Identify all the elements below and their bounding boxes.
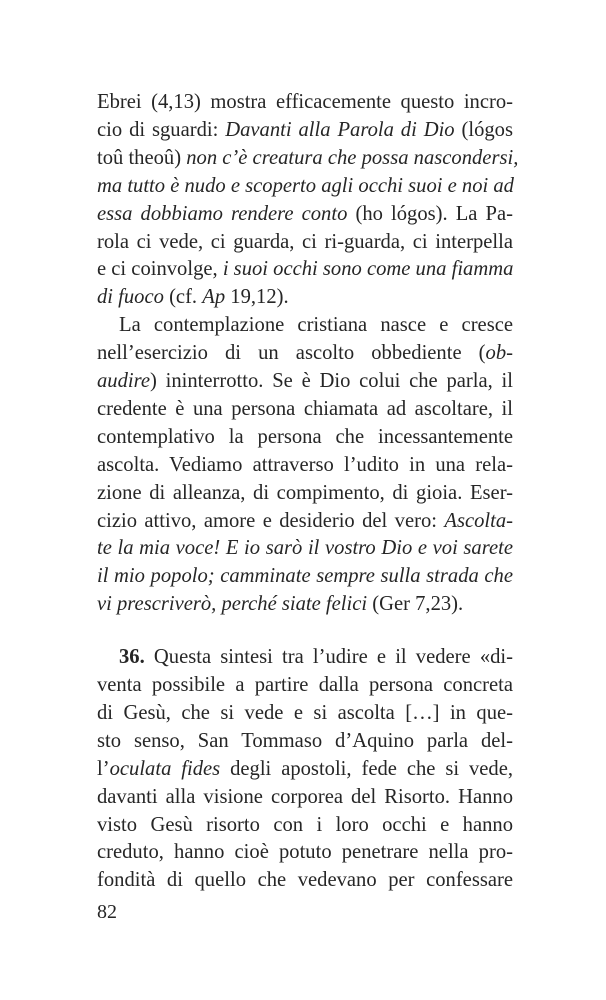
text-line [97,562,513,590]
text-line [97,811,513,839]
text-line [97,395,513,423]
italic-text: il mio popolo; camminate sempre sulla strada che [97,565,513,588]
text-line [97,590,513,618]
text-span: ascolta. Vediamo attraverso l’udito in una rela- [97,453,513,476]
text-line [97,311,513,339]
italic-text: non c’è creatura che possa nascondersi, [186,146,519,169]
text-span: (lógos [454,118,513,141]
text-span: visto Gesù risorto con i loro occhi e hanno [97,813,513,836]
text-line [97,283,513,311]
text-span: Ebrei (4,13) mostra efficacemente questo incro- [97,91,513,113]
text-line [97,116,513,144]
text-span: (ho lógos). La Pa- [347,202,513,225]
text-line [97,507,513,535]
text-span: davanti alla visione corporea del Risorto. Hanno [97,785,513,808]
text-span: degli apostoli, fede che si vede, [220,757,513,780]
section-number: 36. [119,646,145,669]
text-line [97,699,513,727]
italic-text: Davanti alla Parola di Dio [225,118,455,141]
text-span: nell’esercizio di un ascolto obbediente ( [97,342,486,365]
text-line [97,755,513,783]
text-line [97,200,513,228]
text-line [97,866,513,894]
italic-text: essa dobbiamo rendere conto [97,202,348,225]
text-line [97,367,513,395]
italic-text: ma tutto è nudo e scoperto agli occhi suoi e noi ad [97,174,514,197]
text-span: Questa sintesi tra l’udire e il vedere «di- [144,646,513,669]
text-line [97,479,513,507]
text-span: La contemplazione cristiana nasce e cresce [119,314,513,337]
italic-text: ob- [485,342,513,365]
text-line [97,423,513,451]
text-span: l’ [97,757,110,780]
text-line [97,339,513,367]
text-line [97,671,513,699]
text-span: contemplativo la persona che incessantemente [97,425,513,448]
text-span: zione di alleanza, di compimento, di gioia. Eser- [97,481,513,504]
italic-text: vi prescriverò, perché siate felici [97,593,368,616]
text-span: ) ininterrotto. Se è Dio colui che parla, il [150,370,513,392]
text-line [97,172,513,200]
text-line [97,783,513,811]
text-line [97,838,513,866]
italic-text: Ascolta- [444,509,513,532]
text-span: rola ci vede, ci guarda, ci ri-guarda, ci interpella [97,230,513,253]
text-span: credente è una persona chiamata ad ascoltare, il [97,397,513,420]
italic-text: Ap [202,286,226,309]
italic-text: audire [97,370,151,392]
text-span: di Gesù, che si vede e si ascolta […] in que- [97,701,513,724]
text-span: venta possibile a partire dalla persona concreta [97,674,513,696]
text-span: cio di sguardi: [97,118,226,141]
page-number: 82 [97,901,117,923]
text-line [97,228,513,256]
text-span: creduto, hanno cioè potuto penetrare nella pro- [97,841,513,864]
text-span: e ci coinvolge, [97,258,223,281]
italic-text: oculata fides [109,757,221,780]
italic-text: di fuoco [97,286,164,309]
text-line [97,144,519,172]
text-span: fondità di quello che vedevano per confessare [97,869,513,892]
text-span: cizio attivo, amore e desiderio del vero: [97,509,445,532]
text-line [97,451,513,479]
text-span: (cf. [163,286,203,309]
italic-text: te la mia voce! E io sarò il vostro Dio e voi sarete [97,537,513,560]
text-line [97,727,513,755]
text-line [97,255,513,283]
text-line [97,643,513,671]
italic-text: i suoi occhi sono come una fiamma [222,258,514,281]
text-span: sto senso, San Tommaso d’Aquino parla del- [97,729,513,752]
text-line [97,534,513,562]
text-span: 19,12). [225,286,289,309]
text-line [97,88,513,116]
text-span: (Ger 7,23). [367,593,464,616]
text-span: toû theoû) [97,146,187,169]
